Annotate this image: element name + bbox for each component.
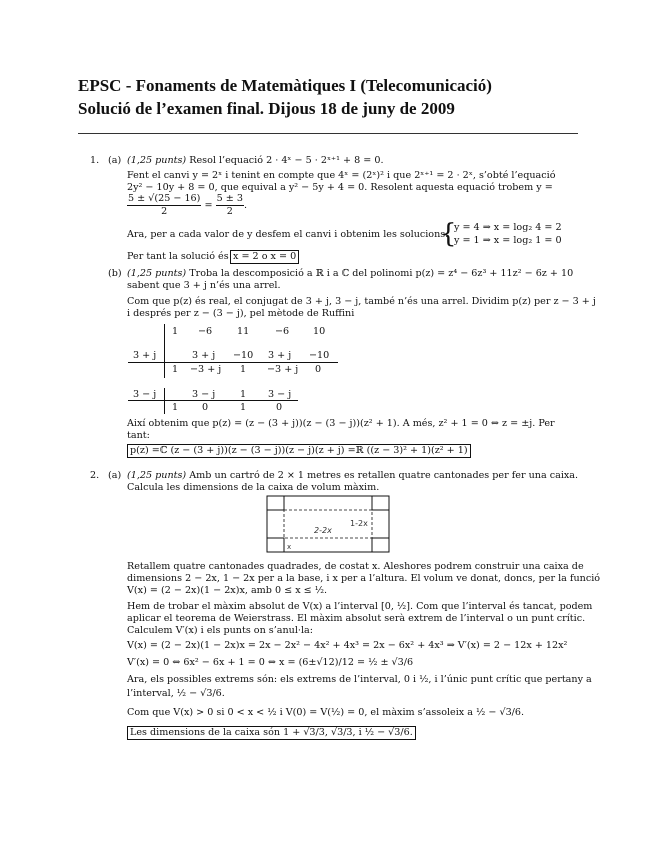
q1a-line-1: Fent el canvi y = 2ˣ i tenint en compte que 4ˣ = (2ˣ)² i que 2ˣ⁺¹ = 2 · 2ˣ, s’obté l’equació [127,170,556,181]
q2a-line-11: Ara, els possibles extrems són: els extrems de l’interval, 0 i ½, i l’únic punt crític que pertany a [127,674,592,685]
q1a-line-3: Ara, per a cada valor de y desfem el canvi i obtenim les solucions: [127,229,449,240]
corner-cut-top-right [372,496,389,510]
ruffini-coef: 10 [313,326,326,337]
corner-cut-bottom-right [372,538,389,552]
ruffini-coef: −6 [198,326,213,337]
ruffini-hline-2 [128,400,298,401]
fig-label-x: x [287,543,292,551]
q1a-statement-text: Resol l’equació 2 · 4ˣ − 5 · 2ˣ⁺¹ + 8 = 0. [189,155,384,166]
ruffini-result: 0 [315,364,322,375]
ruffini-coef: 1 [172,326,179,337]
q1a-fraction-2: $\frac{5 \pm 3}{2}$ [216,193,243,217]
q2a-line-6: Hem de trobar el màxim absolut de V(x) a l’interval [0, ½]. Com que l’interval és tancat, podem [127,601,593,612]
ruffini-coef: −6 [275,326,290,337]
ruffini-result: 1 [172,364,179,375]
q1b-line-5: Així obtenim que p(z) = (z − (3 + j))(z − (3 − j))(z² + 1). A més, z² + 1 = 0 ⇔ z = ±j. Per [127,418,555,429]
q1b-label: (b) [108,268,122,279]
q1a-label: (a) [108,155,122,166]
question-2-number: 2. [90,470,100,481]
q2a-line-5: V(x) = (2 − 2x)(1 − 2x)x, amb 0 ≤ x ≤ ½. [127,585,328,596]
q1a-answer-box: x = 2 o x = 0 [230,250,299,264]
ruffini-root-1: 3 + j [133,350,157,361]
ruffini-vline-1 [164,324,165,378]
q1b-line-6: tant: [127,430,150,441]
q1b-line-2: sabent que 3 + j n’és una arrel. [127,280,281,291]
ruffini-mult: 3 − j [192,389,216,400]
fig-label-width: 2-2x [314,526,332,535]
corner-cut-top-left [267,496,284,510]
q1a-points: (1,25 punts) [127,155,187,166]
ruffini-hline-1 [128,362,338,363]
q1b-statement: (1,25 punts) Troba la descomposició a ℝ i a ℂ del polinomi p(z) = z⁴ − 6z³ + 11z² − 6z + 10 [127,268,574,279]
q2a-line-9: V(x) = (2 − 2x)(1 − 2x)x = 2x − 2x² − 4x² + 4x³ = 2x − 6x² + 4x³ ⇒ V′(x) = 2 − 12x + 12x² [127,640,568,651]
q2a-line-8: Calculem V′(x) i els punts on s’anul·la: [127,625,313,636]
q2a-line-13: Com que V(x) > 0 si 0 < x < ½ i V(0) = V(½) = 0, el màxim s’assoleix a ½ − √3/6. [127,707,525,718]
title-line-1: EPSC - Fonaments de Matemàtiques I (Telecomunicació) [78,76,492,95]
header-divider [78,133,578,134]
ruffini-result: 1 [240,364,247,375]
ruffini-mult: −10 [309,350,330,361]
ruffini-mult: 3 + j [268,350,292,361]
fig-label-height: 1-2x [350,519,368,528]
ruffini-result: 1 [240,402,247,413]
q1a-line-4: Per tant la solució és [127,251,229,262]
ruffini-result: 0 [276,402,283,413]
system-brace: { [440,219,457,249]
q2a-line-10: V′(x) = 0 ⇔ 6x² − 6x + 1 = 0 ⇔ x = (6±√12)/12 = ½ ± √3/6 [127,657,414,668]
q1b-line-3: Com que p(z) és real, el conjugat de 3 + j, 3 − j, també n’és una arrel. Dividim p(z) per z − 3 + j [127,296,596,307]
q2a-line-7: aplicar el teorema de Weierstrass. El màxim absolut serà extrem de l’interval o un punt crític. [127,613,586,624]
q1b-points: (1,25 punts) [127,268,187,279]
question-1-number: 1. [90,155,100,166]
q1b-answer-box: p(z) =ℂ (z − (3 + j))(z − (3 − j))(z − j)(z + j) =ℝ ((z − 3)² + 1)(z² + 1) [127,444,471,458]
q1b-line-4: i després per z − (3 − j), pel mètode de Ruffini [127,308,355,319]
title-line-2: Solució de l’examen final. Dijous 18 de juny de 2009 [78,99,455,118]
ruffini-root-2: 3 − j [133,389,157,400]
cardboard-figure [266,494,390,554]
ruffini-result: 0 [202,402,209,413]
q1a-line-2: 2y² − 10y + 8 = 0, que equival a y² − 5y + 4 = 0. Resolent aquesta equació trobem y = [127,182,553,193]
q1a-fraction-1: $\frac{5 \pm √(25 - 16)}{2}$ [128,193,201,217]
q1a-fraction-line: $\frac{5 \pm √(25 - 16)}{2}$ = $\frac{5 \pm 3}{2}$ . [128,193,247,217]
q2a-label: (a) [108,470,122,481]
q1a-system-line-2: y = 1 ⇒ x = log₂ 1 = 0 [454,235,562,246]
q2a-statement: (1,25 punts) Amb un cartró de 2 × 1 metres es retallen quatre cantonades per fer una caixa. [127,470,579,481]
ruffini-mult: 1 [240,389,247,400]
ruffini-result: −3 + j [267,364,299,375]
ruffini-vline-2 [164,388,165,414]
cardboard-outline [267,496,389,552]
ruffini-mult: 3 − j [268,389,292,400]
q1a-statement [127,155,384,167]
ruffini-result: −3 + j [190,364,222,375]
ruffini-mult: −10 [233,350,254,361]
ruffini-mult: 3 + j [192,350,216,361]
ruffini-result: 1 [172,402,179,413]
ruffini-coef: 11 [237,326,250,337]
q1a-system-line-1: y = 4 ⇒ x = log₂ 4 = 2 [454,222,562,233]
q2a-points: (1,25 punts) [127,470,187,481]
q2a-line-3: Retallem quatre cantonades quadrades, de costat x. Aleshores podrem construir una caixa de [127,561,584,572]
corner-cut-bottom-left [267,538,284,552]
q2a-line-12: l’interval, ½ − √3/6. [127,688,225,699]
q2a-line-2: Calcula les dimensions de la caixa de volum màxim. [127,482,380,493]
q2a-answer-box: Les dimensions de la caixa són 1 + √3/3, √3/3, i ½ − √3/6. [127,726,416,740]
q2a-line-4: dimensions 2 − 2x, 1 − 2x per a la base, i x per a l’altura. El volum ve donat, doncs, per la funció [127,573,601,584]
